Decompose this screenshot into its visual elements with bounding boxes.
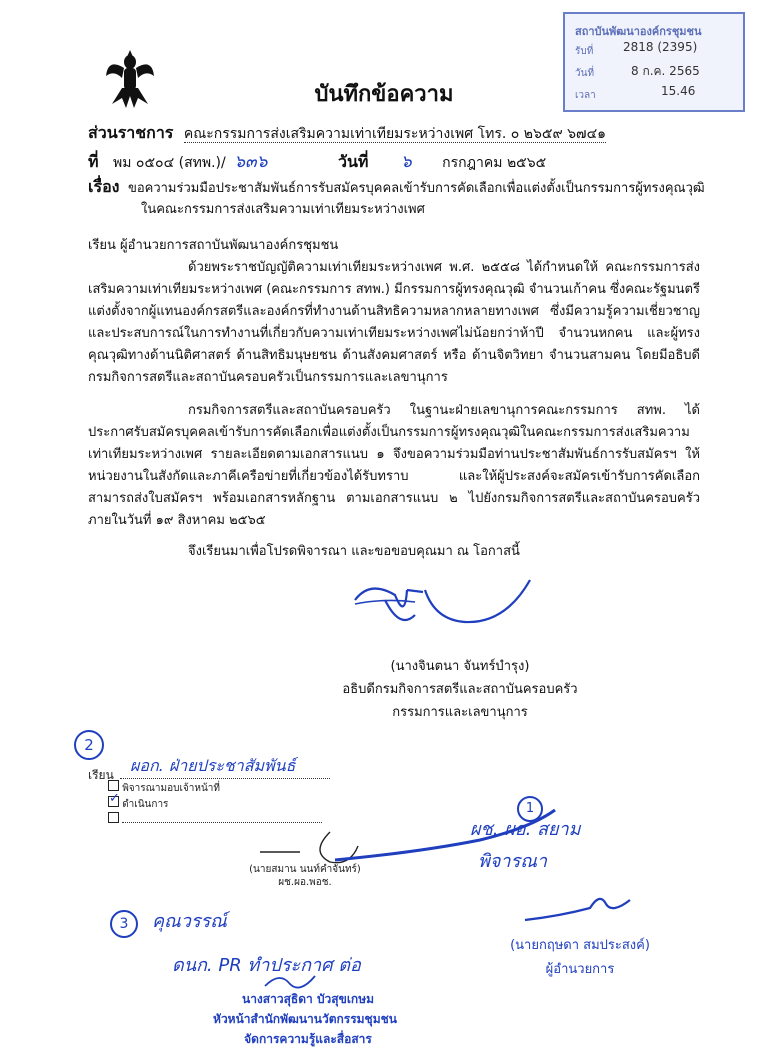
number-label: ที่ xyxy=(88,152,99,171)
director-general-signature xyxy=(345,560,555,640)
paragraph-1 xyxy=(88,257,700,389)
paragraph-2-text: กรมกิจการสตรีและสถาบันครอบครัว ในฐานะฝ่ายเลขานุการคณะกรรมการ สทพ. ได้ประกาศรับสมัครบุคคลเข้ารับการคัดเลือกเพื่อแต่งตั้งเป็นกรรมการผู้ทรงคุณวุฒิในคณะกรรมการส่งเสริมความเท่าเทียมระหว่างเพศ รายละเอียดตามเอกสารแนบ ๑ จึงขอความร่วมมือท่านประชาสัมพันธ์การรับสมัครฯ ให้หน่วยงานในสังกัดและภาคีเครือข่ายที่เกี่ยวข้องได้รับทราบ และให้ผู้ประสงค์จะสมัครเข้ารับการคัดเลือก สามารถส่งใบสมัครฯ พร้อมเอกสารหลักฐาน ตามเอกสารแนบ ๒ ไปยังกรมกิจการสตรีและสถาบันครอบครัว ภายในวันที่ ๑๙ สิงหาคม ๒๕๖๕ xyxy=(88,403,700,528)
routing-note-1: ผช. ผอ. สยาม xyxy=(470,819,581,840)
assistant-position: ผช.ผอ.พอช. xyxy=(278,877,332,888)
number-value: พม ๐๕๐๔ (สทพ.)/ xyxy=(113,155,226,171)
checkbox-2-icon: ✓ xyxy=(109,791,120,806)
salutation: เรียน ผู้อำนวยการสถาบันพัฒนาองค์กรชุมชน xyxy=(88,238,339,253)
date-value: กรกฎาคม ๒๕๖๕ xyxy=(442,155,547,171)
director-position: ผู้อำนวยการ xyxy=(545,962,615,977)
routing-option-1 xyxy=(108,780,220,796)
stamp-receive-no: 2818 (2395) xyxy=(623,40,698,54)
routing-option-1-label: พิจารณามอบเจ้าหน้าที่ xyxy=(122,783,220,794)
routing-note-2: พิจารณา xyxy=(478,851,547,872)
routing-rian-handwritten: ผอก. ฝ่ายประชาสัมพันธ์ xyxy=(130,756,296,775)
routing-note-3: คุณวรรณ์ xyxy=(152,911,227,932)
routing-rian-line xyxy=(120,778,330,779)
subject-line1: ขอความร่วมมือประชาสัมพันธ์การรับสมัครบุคคลเข้ารับการคัดเลือกเพื่อแต่งตั้งเป็นกรรมการผู้ทรงคุณวุฒิ xyxy=(127,181,705,196)
section-value: คณะกรรมการส่งเสริมความเท่าเทียมระหว่างเพศ โทร. ๐ ๒๖๕๙ ๖๗๔๑ xyxy=(183,126,607,142)
routing-note-4: ดนก. PR ทำประกาศ ต่อ xyxy=(172,955,361,976)
head-name: นางสาวสุธิดา บัวสุขเกษม xyxy=(241,992,375,1006)
director-name: (นายกฤษดา สมประสงค์) xyxy=(510,938,650,953)
head-position-1: หัวหน้าสำนักพัฒนานวัตกรรมชุมชน xyxy=(213,1012,397,1026)
assistant-name: (นายสมาน นนท์คำจันทร์) xyxy=(249,864,361,875)
signer-position-1: อธิบดีกรมกิจการสตรีและสถาบันครอบครัว xyxy=(342,682,578,697)
subject-line2: ในคณะกรรมการส่งเสริมความเท่าเทียมระหว่างเพศ xyxy=(141,202,425,217)
routing-rian-label: เรียน xyxy=(88,768,114,782)
routing-number-3: 3 xyxy=(110,910,138,938)
stamp-time-label: เวลา xyxy=(575,90,596,101)
routing-number-2: 2 xyxy=(74,730,104,760)
stamp-time-value: 15.46 xyxy=(661,84,696,98)
checkbox-1-icon xyxy=(108,780,119,791)
head-position-2: จัดการความรู้และสื่อสาร xyxy=(244,1032,372,1046)
routing-option-2 xyxy=(108,791,169,812)
section-label: ส่วนราชการ xyxy=(88,123,174,142)
stamp-receive-label: รับที่ xyxy=(575,46,594,57)
stamp-date-value: 8 ก.ค. 2565 xyxy=(631,64,700,78)
number-row xyxy=(88,148,700,175)
memo-title: บันทึกข้อความ xyxy=(314,82,454,107)
subject-label: เรื่อง xyxy=(88,177,120,196)
date-handwritten: ๖ xyxy=(400,152,412,172)
paragraph-1-text: ด้วยพระราชบัญญัติความเท่าเทียมระหว่างเพศ พ.ศ. ๒๕๕๘ ได้กำหนดให้ คณะกรรมการส่งเสริมความเท่าเทียมระหว่างเพศ (คณะกรรมการ สทพ.) มีกรรมการผู้ทรงคุณวุฒิ จำนวนเก้าคน ซึ่งคณะรัฐมนตรีแต่งตั้งจากผู้แทนองค์กรสตรีและองค์กรที่ทำงานด้านสิทธิความหลากหลายทางเพศ ซึ่งมีความรู้ความเชี่ยวชาญและประสบการณ์ในการทำงานที่เกี่ยวกับความเท่าเทียมระหว่างเพศไม่น้อยกว่าห้าปี จำนวนหกคน และผู้ทรงคุณวุฒิทางด้านนิติศาสตร์ ด้านสิทธิมนุษยชน ด้านสังคมศาสตร์ หรือ ด้านจิตวิทยา จำนวนสามคน โดยมีอธิบดีกรมกิจการสตรีและสถาบันครอบครัวเป็นกรรมการและเลขานุการ xyxy=(88,260,700,385)
routing-number-1: 1 xyxy=(517,796,543,822)
stamp-org: สถาบันพัฒนาองค์กรชุมชน xyxy=(575,25,702,38)
section-row xyxy=(88,121,700,146)
closing-line: จึงเรียนมาเพื่อโปรดพิจารณา และขอขอบคุณมา ณ โอกาสนี้ xyxy=(188,544,520,559)
signer-position-2: กรรมการและเลขานุการ xyxy=(392,705,528,720)
routing-option-2-label: ดำเนินการ xyxy=(122,799,169,810)
paragraph-2 xyxy=(88,400,700,532)
number-handwritten: ๖๓๖ xyxy=(234,152,268,172)
director-signature xyxy=(520,880,640,930)
signer-name: (นางจินตนา จันทร์บำรุง) xyxy=(390,659,530,674)
date-label: วันที่ xyxy=(338,152,369,171)
checkbox-3-icon xyxy=(108,812,119,823)
subject-row xyxy=(88,175,728,200)
stamp-date-label: วันที่ xyxy=(575,68,595,79)
